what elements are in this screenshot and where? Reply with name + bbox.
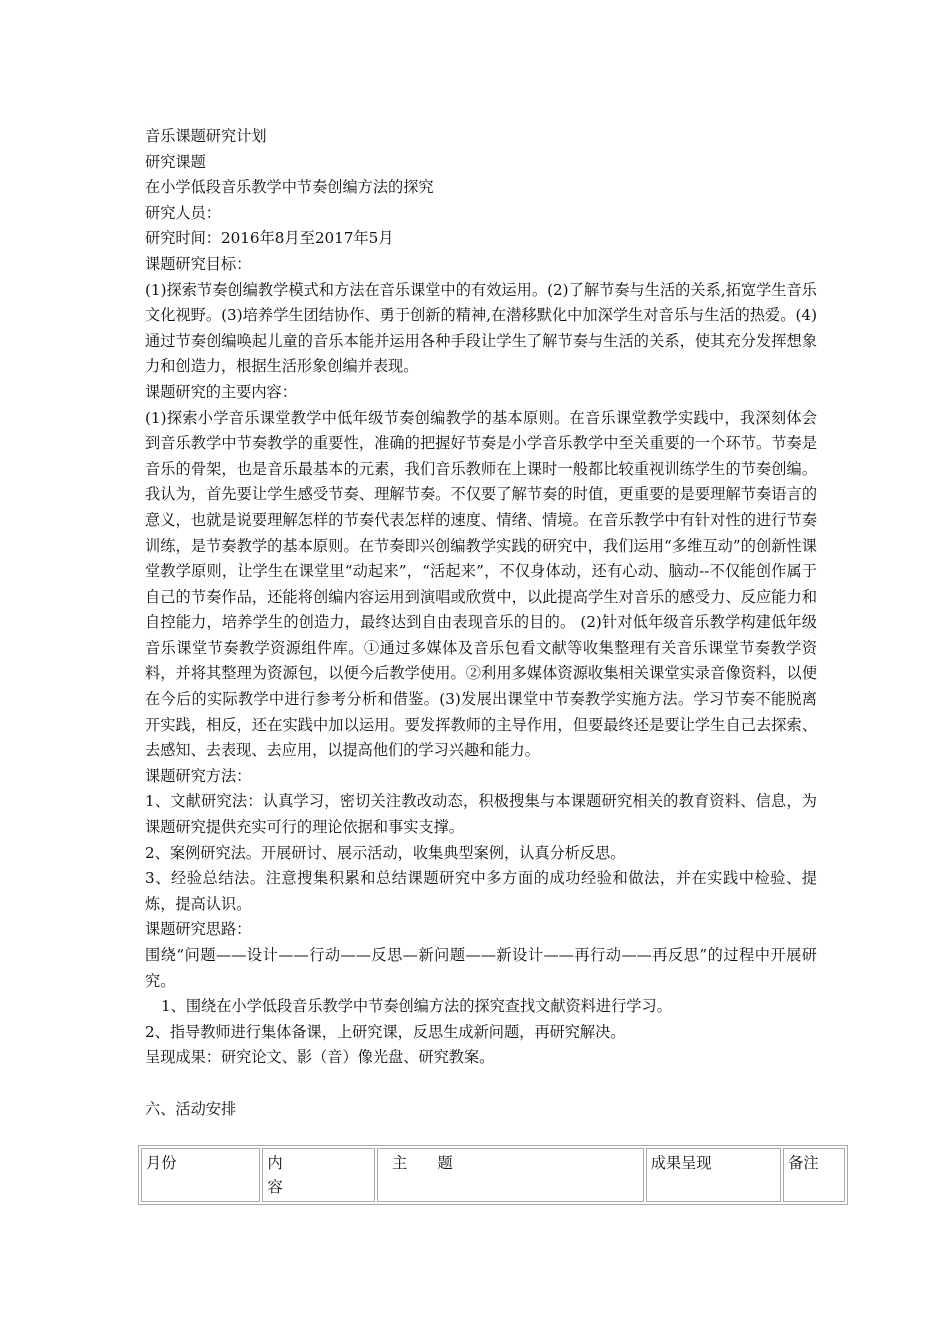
results-line: 呈现成果：研究论文、影（音）像光盘、研究教案。	[145, 1048, 495, 1067]
activity-heading: 六、活动安排	[145, 1099, 237, 1118]
goals-paragraph: (1)探索节奏创编教学模式和方法在音乐课堂中的有效运用。(2)了解节奏与生活的关系,拓宽学生音乐文化视野。(3)培养学生团结协作、勇于创新的精神,在潜移默化中加深学生对音乐与生活的热爱。(4)通过节奏创编唤起儿童的音乐本能并运用各种手段让学生了解节奏与生活的关系，使其充分发挥想象力和创造力，根据生活形象创编并表现。	[145, 280, 817, 376]
header-result: 成果呈现	[646, 1148, 781, 1202]
content-heading: 课题研究的主要内容：	[145, 382, 297, 401]
header-topic	[377, 1148, 644, 1202]
header-content	[262, 1148, 375, 1202]
document-body	[145, 124, 817, 1123]
goals-heading: 课题研究目标：	[145, 254, 252, 273]
table-header-row	[141, 1148, 845, 1202]
thinking-paragraph: 围绕“问题——设计——行动——反思—新问题——新设计——再行动——再反思”的过程中开展研究。	[145, 946, 817, 990]
header-note: 备注	[783, 1148, 845, 1202]
activity-table	[138, 1145, 848, 1205]
period-line: 研究时间：2016年8月至2017年5月	[145, 229, 394, 248]
header-content-text: 内容	[267, 1154, 283, 1196]
method-experience: 3、经验总结法。注意搜集积累和总结课题研究中多方面的成功经验和做法，并在实践中检验、提炼，提高认识。	[145, 869, 817, 913]
header-month: 月份	[141, 1148, 260, 1202]
method-literature: 1、文献研究法：认真学习，密切关注教改动态，积极搜集与本课题研究相关的教育资料、信息，为课题研究提供充实可行的理论依据和事实支撑。	[145, 792, 817, 837]
researchers-line: 研究人员：	[145, 203, 221, 222]
step-one: 1、围绕在小学低段音乐教学中节奏创编方法的探究查找文献资料进行学习。	[161, 997, 672, 1016]
topic-heading: 研究课题	[145, 152, 206, 171]
blank-line	[145, 1071, 817, 1097]
thinking-heading: 课题研究思路：	[145, 920, 252, 939]
methods-heading: 课题研究方法：	[145, 766, 252, 785]
header-topic-text: 主题	[391, 1154, 484, 1172]
content-paragraph: (1)探索小学音乐课堂教学中低年级节奏创编教学的基本原则。在音乐课堂教学实践中，我深刻体会到音乐教学中节奏教学的重要性，准确的把握好节奏是小学音乐教学中至关重要的一个环节。节奏是音乐的骨架，也是音乐最基本的元素，我们音乐教师在上课时一般都比较重视训练学生的节奏创编。我认为，首先要让学生感受节奏、理解节奏。不仅要了解节奏的时值，更重要的是要理解节奏语言的意义，也就是说要理解怎样的节奏代表怎样的速度、情绪、情境。在音乐教学中有针对性的进行节奏训练，是节奏教学的基本原则。在节奏即兴创编教学实践的研究中，我们运用“多维互动”的创新性课堂教学原则，让学生在课堂里“动起来”，“活起来”，不仅身体动，还有心动、脑动--不仅能创作属于自己的节奏作品，还能将创编内容运用到演唱或欣赏中，以此提高学生对音乐的感受力、反应能力和自控能力，培养学生的创造力，最终达到自由表现音乐的目的。 (2)针对低年级音乐教学构建低年级音乐课堂节奏教学资源组件库。①通过多媒体及音乐包看文献等收集整理有关音乐课堂节奏教学资料，并将其整理为资源包，以便今后教学使用。②利用多媒体资源收集相关课堂实录音像资料，以便在今后的实际教学中进行参考分析和借鉴。(3)发展出课堂中节奏教学实施方法。学习节奏不能脱离开实践，相反，还在实践中加以运用。要发挥教师的主导作用，但要最终还是要让学生自己去探索、去感知、去表现、去应用，以提高他们的学习兴趣和能力。	[145, 408, 817, 760]
method-case-study: 2、案例研究法。开展研讨、展示活动，收集典型案例，认真分析反思。	[145, 843, 626, 862]
document-title: 音乐课题研究计划	[145, 127, 267, 145]
step-two: 2、指导教师进行集体备课，上研究课，反思生成新问题，再研究解决。	[145, 1022, 626, 1041]
topic-text: 在小学低段音乐教学中节奏创编方法的探究	[145, 178, 434, 197]
